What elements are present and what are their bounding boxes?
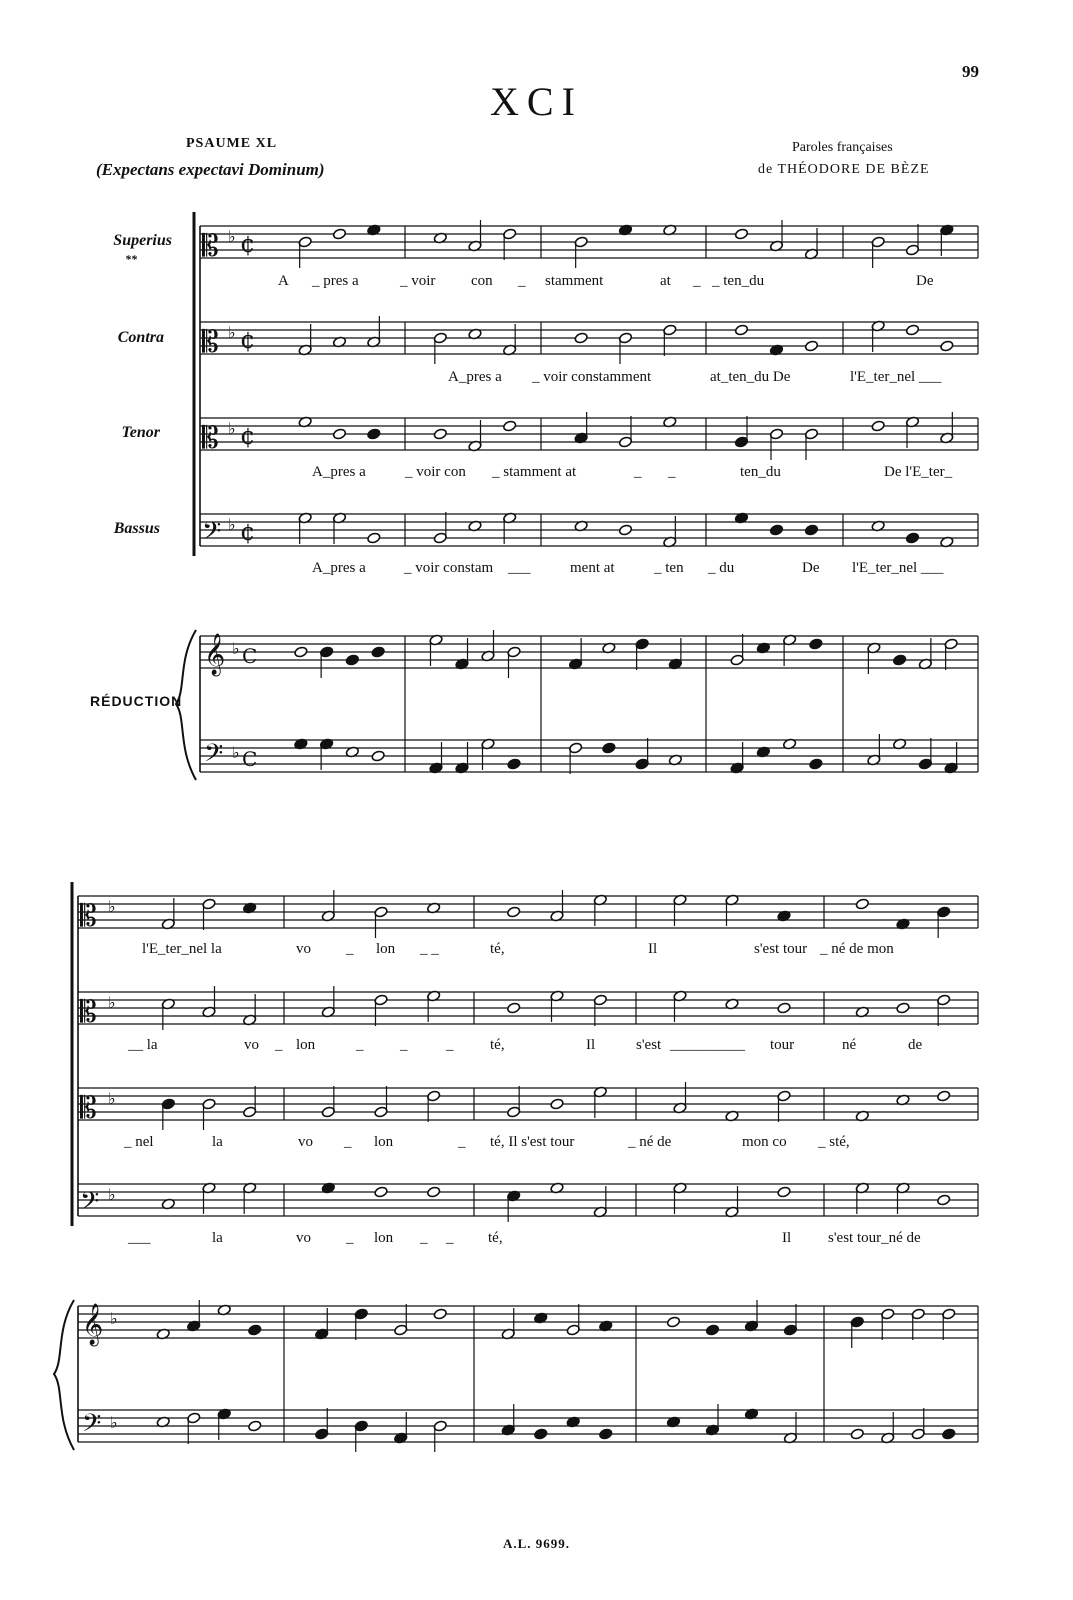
lyric: lon xyxy=(296,1037,316,1053)
lyric: ment at xyxy=(570,560,615,576)
lyric: lon xyxy=(374,1230,394,1246)
cut-time-icon: ¢ xyxy=(240,230,256,258)
lyric: con xyxy=(471,273,493,289)
voice-label-bassus: Bassus xyxy=(113,520,160,537)
c-clef-icon: 𝄡 xyxy=(80,995,97,1030)
note-head xyxy=(855,898,869,910)
lyric: _ voir constamment xyxy=(532,369,652,385)
lyric: té, Il s'est tour xyxy=(490,1134,575,1150)
note-head xyxy=(809,638,823,650)
note-head xyxy=(507,1002,521,1014)
lyric: _ xyxy=(400,1037,408,1053)
piece-title: XCI xyxy=(490,79,583,124)
lyric: ten_du xyxy=(740,464,781,480)
lyric: _ du xyxy=(708,560,735,576)
note-head xyxy=(777,1186,791,1198)
note-head xyxy=(248,1420,262,1432)
note-head xyxy=(905,324,919,336)
lyric: la xyxy=(212,1230,223,1246)
note-head xyxy=(937,1090,951,1102)
flat-icon: ♭ xyxy=(108,897,116,916)
common-time-icon: C xyxy=(242,747,258,771)
note-head xyxy=(550,1098,564,1110)
note-head xyxy=(433,428,447,440)
credit-line-1: Paroles françaises xyxy=(792,140,893,155)
lyric: mon co xyxy=(742,1134,787,1150)
lyric: _ ten xyxy=(654,560,684,576)
reduction-label: RÉDUCTION xyxy=(90,693,183,709)
treble-clef-icon: 𝄞 xyxy=(82,1304,104,1345)
c-clef-icon: 𝄡 xyxy=(80,899,97,934)
lyric: _ xyxy=(346,941,354,957)
lyric: ___ xyxy=(128,1230,151,1246)
lyric: _ pres a xyxy=(312,273,359,289)
note-head xyxy=(602,742,616,754)
note-head xyxy=(345,654,359,666)
lyric: ___ xyxy=(508,560,531,576)
lyric: De xyxy=(916,273,934,289)
note-head xyxy=(367,428,381,440)
lyric: _ voir constam xyxy=(404,560,494,576)
lyric: té, xyxy=(490,941,505,957)
flat-icon: ♭ xyxy=(228,419,236,438)
flat-icon: ♭ xyxy=(108,993,116,1012)
lyric: A xyxy=(278,273,289,289)
lyric: _ né de xyxy=(628,1134,672,1150)
lyric: _ xyxy=(275,1037,283,1053)
lyric: Il xyxy=(782,1230,792,1246)
flat-icon: ♭ xyxy=(228,323,236,342)
lyric: _ voir con xyxy=(405,464,466,480)
lyric: né xyxy=(842,1037,857,1053)
lyric: _ xyxy=(634,464,642,480)
note-head xyxy=(618,524,632,536)
flat-icon: ♭ xyxy=(108,1089,116,1108)
credit-line-2: de THÉODORE DE BÈZE xyxy=(758,162,930,177)
lyric: at_ten_du De xyxy=(710,369,791,385)
note-head xyxy=(574,332,588,344)
lyric: tour xyxy=(770,1037,795,1053)
lyric: __________ xyxy=(670,1037,745,1053)
lyric: _ xyxy=(693,273,701,289)
c-clef-icon: 𝄡 xyxy=(202,229,219,264)
lyric: De xyxy=(802,560,820,576)
flat-icon: ♭ xyxy=(228,227,236,246)
lyric: lon xyxy=(374,1134,394,1150)
note-head xyxy=(850,1428,864,1440)
lyric: De l'E_ter_ xyxy=(884,464,953,480)
voice-label-tenor: Tenor xyxy=(121,424,160,441)
note-head xyxy=(705,1324,719,1336)
note-head xyxy=(893,654,907,666)
lyric: l'E_ter_nel ___ xyxy=(850,369,942,385)
note-head xyxy=(248,1324,262,1336)
bass-clef-icon: 𝄢 xyxy=(202,517,222,552)
treble-clef-icon: 𝄞 xyxy=(204,634,226,675)
note-head xyxy=(332,428,346,440)
lyric: l'E_ter_nel la xyxy=(142,941,222,957)
note-head xyxy=(294,646,308,658)
note-head xyxy=(777,1002,791,1014)
voice-label-contra: Contra xyxy=(117,329,164,346)
note-head xyxy=(666,1316,680,1328)
lyric: vo xyxy=(244,1037,259,1053)
common-time-icon: C xyxy=(242,644,258,668)
lyric: té, xyxy=(490,1037,505,1053)
lyric: A_pres a xyxy=(312,464,366,480)
note-head xyxy=(374,1186,388,1198)
lyric: _ stamment at xyxy=(492,464,577,480)
lyric: l'E_ter_nel ___ xyxy=(852,560,944,576)
flat-icon: ♭ xyxy=(232,639,240,658)
note-head xyxy=(367,532,381,544)
lyric: _ _ xyxy=(420,941,439,957)
latin-incipit: (Expectans expectavi Dominum) xyxy=(96,160,325,179)
voice-label-superius: Superius xyxy=(113,232,172,249)
note-head xyxy=(371,646,385,658)
note-head xyxy=(942,1428,956,1440)
c-clef-icon: 𝄡 xyxy=(202,421,219,456)
lyric: _ sté, xyxy=(818,1134,850,1150)
lyric: __ la xyxy=(128,1037,158,1053)
lyric: at xyxy=(660,273,671,289)
note-head xyxy=(734,228,748,240)
bass-clef-icon: 𝄢 xyxy=(204,739,224,774)
note-head xyxy=(534,1428,548,1440)
cut-time-icon: ¢ xyxy=(240,518,256,546)
lyric: s'est xyxy=(636,1037,662,1053)
note-head xyxy=(433,1308,447,1320)
page-number: 99 xyxy=(962,62,979,81)
lyric: _ voir xyxy=(400,273,436,289)
note-head xyxy=(507,758,521,770)
note-head xyxy=(427,1186,441,1198)
flat-icon: ♭ xyxy=(108,1185,116,1204)
note-head xyxy=(769,524,783,536)
lyric: _ xyxy=(458,1134,466,1150)
lyric: de xyxy=(908,1037,923,1053)
note-head xyxy=(905,532,919,544)
lyric: A_pres a xyxy=(448,369,502,385)
lyric: la xyxy=(212,1134,223,1150)
note-head xyxy=(896,1002,910,1014)
cut-time-icon: ¢ xyxy=(240,422,256,450)
psalm-label: PSAUME XL xyxy=(186,136,278,151)
piano-brace xyxy=(54,1300,74,1450)
lyric: _ xyxy=(668,464,676,480)
lyric: vo xyxy=(298,1134,313,1150)
note-head xyxy=(940,340,954,352)
lyric: vo xyxy=(296,1230,311,1246)
note-head xyxy=(599,1428,613,1440)
bass-clef-icon: 𝄢 xyxy=(82,1409,102,1444)
lyric: s'est tour xyxy=(754,941,808,957)
c-clef-icon: 𝄡 xyxy=(202,325,219,360)
note-head xyxy=(804,524,818,536)
note-head xyxy=(332,228,346,240)
lyric: _ xyxy=(356,1037,364,1053)
cut-time-icon: ¢ xyxy=(240,326,256,354)
superius-mark: ** xyxy=(125,252,137,266)
note-head xyxy=(804,340,818,352)
lyric: _ xyxy=(346,1230,354,1246)
lyric: _ xyxy=(420,1230,428,1246)
flat-icon: ♭ xyxy=(228,515,236,534)
note-head xyxy=(371,750,385,762)
lyric: s'est tour_né de xyxy=(828,1230,921,1246)
lyric: _ xyxy=(344,1134,352,1150)
bass-clef-icon: 𝄢 xyxy=(80,1187,100,1222)
c-clef-icon: 𝄡 xyxy=(80,1091,97,1126)
lyric: _ xyxy=(446,1037,454,1053)
lyric: Il xyxy=(586,1037,596,1053)
flat-icon: ♭ xyxy=(232,743,240,762)
note-head xyxy=(734,324,748,336)
lyric: stamment xyxy=(545,273,604,289)
note-head xyxy=(507,906,521,918)
lyric: Il xyxy=(648,941,658,957)
piano-brace xyxy=(176,630,196,780)
lyric: _ xyxy=(446,1230,454,1246)
note-head xyxy=(871,420,885,432)
plate-number: A.L. 9699. xyxy=(502,1536,571,1551)
note-head xyxy=(937,1194,951,1206)
lyric: A_pres a xyxy=(312,560,366,576)
flat-icon: ♭ xyxy=(110,1309,118,1328)
lyric: _ né de mon xyxy=(820,941,894,957)
lyric: té, xyxy=(488,1230,503,1246)
note-head xyxy=(809,758,823,770)
note-head xyxy=(503,420,517,432)
lyric: _ xyxy=(518,273,526,289)
lyric: lon xyxy=(376,941,396,957)
lyric: _ ten_du xyxy=(712,273,765,289)
lyric: vo xyxy=(296,941,311,957)
lyric: _ nel xyxy=(124,1134,154,1150)
flat-icon: ♭ xyxy=(110,1413,118,1432)
